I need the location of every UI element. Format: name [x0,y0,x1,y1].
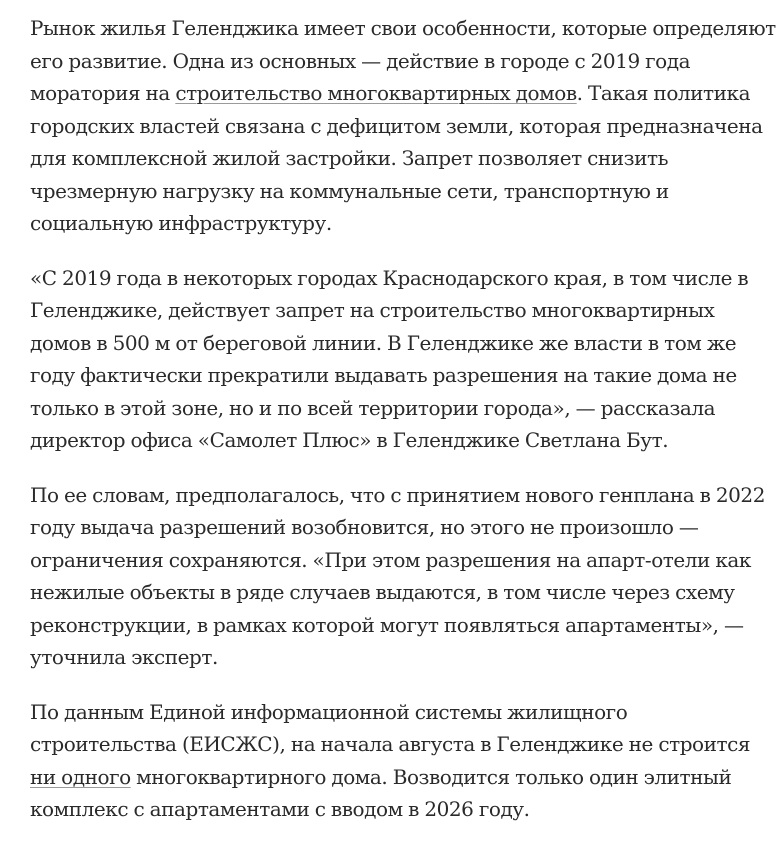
paragraph-4-text-start: По данным Единой информационной системы жилищного строительства (ЕИСЖС), на начала августа в Геленджике не строится [30,699,751,756]
paragraph-4-text-end: многоквартирного дома. Возводится только один элитный комплекс с апартаментами с вводом в 2026 году. [30,764,732,821]
paragraph-3: По ее словам, предполагалось, что с принятием нового генплана в 2022 году выдача разрешений возобновится, но этого не произошло — ограничения сохраняются. «При этом разрешения на апарт-отели как нежилые объекты в ряде случаев выдаются, в том числе через схему реконструкции, в рамках которой могут появляться апартаменты», — уточнила эксперт. [30,482,765,669]
paragraph-1-text-end: . Такая политика городских властей связана с дефицитом земли, которая предназначена для комплексной жилой застройки. Запрет позволяет снизить чрезмерную нагрузку на коммунальные сети, транспортную и социальную инфраструктуру. [30,81,763,235]
link-multiapartment-construction[interactable]: строительство многоквартирных домов [175,81,577,105]
link-none-under-construction[interactable]: ни одного [30,764,131,789]
article-body [30,12,776,848]
paragraph-4 [30,696,776,826]
paragraph-1-text-start: Рынок жилья Геленджика имеет свои особенности, которые определяют его развитие. Одна из основных — действие в городе с 2019 года моратория на [30,16,776,105]
paragraph-1 [30,12,776,240]
paragraph-2-quote: «С 2019 года в некоторых городах Краснодарского края, в том числе в Геленджике, действует запрет на строительство многоквартирных домов в 500 м от береговой линии. В Геленджике же власти в том же году фактически прекратили выдавать разрешения на такие дома не только в этой зоне, но и по всей территории города», — рассказала директор офиса «Самолет Плюс» в Геленджике Светлана Бут. [30,265,749,452]
